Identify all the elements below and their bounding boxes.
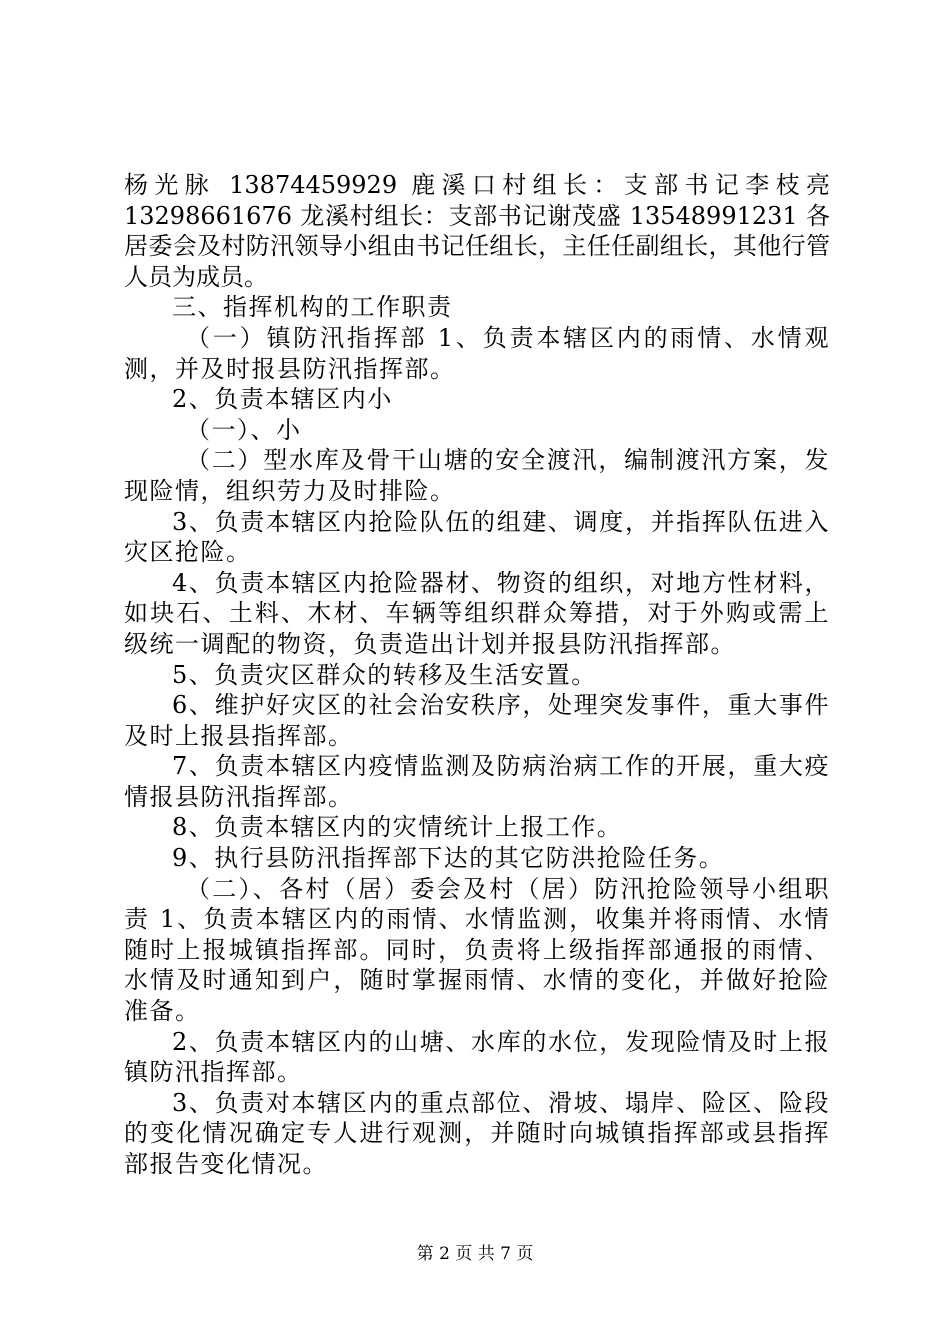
- paragraph-town-hq-9: 9、执行县防汛指挥部下达的其它防洪抢险任务。: [172, 844, 725, 873]
- paragraph-town-hq-2: 2、负责本辖区内小: [172, 385, 393, 414]
- paragraph-town-hq-4: 4、负责本辖区内抢险器材、物资的组织，对地方性材料，如块石、土料、木材、车辆等组织群众筹措，对于外购或需上级统一调配的物资，负责造出计划并报县防汛指挥部。: [124, 568, 830, 658]
- paragraph-village-group-3: 3、负责对本辖区内的重点部位、滑坡、塌岸、险区、险段的变化情况确定专人进行观测，并随时向城镇指挥部或县指挥部报告变化情况。: [124, 1088, 830, 1178]
- paragraph-town-hq-6: 6、维护好灾区的社会治安秩序，处理突发事件，重大事件及时上报县指挥部。: [124, 691, 830, 750]
- paragraph-sub-2: （二）型水库及骨干山塘的安全渡汛，编制渡汛方案，发现险情，组织劳力及时排险。: [124, 446, 830, 505]
- paragraph-town-hq-8: 8、负责本辖区内的灾情统计上报工作。: [172, 813, 623, 842]
- paragraph-town-hq-5: 5、负责灾区群众的转移及生活安置。: [172, 660, 597, 689]
- paragraph-town-hq-3: 3、负责本辖区内抢险队伍的组建、调度，并指挥队伍进入灾区抢险。: [124, 507, 830, 567]
- page-number-footer: 第 2 页 共 7 页: [416, 1244, 534, 1264]
- paragraph-town-hq-7: 7、负责本辖区内疫情监测及防病治病工作的开展，重大疫情报县防汛指挥部。: [124, 752, 830, 811]
- paragraph-town-hq-1: （一）镇防汛指挥部 1、负责本辖区内的雨情、水情观测，并及时报县防汛指挥部。: [124, 323, 830, 383]
- document-body: [124, 170, 830, 1180]
- paragraph-village-group-1: （二）、各村（居）委会及村（居）防汛抢险领导小组职责 1、负责本辖区内的雨情、水情监测，收集并将雨情、水情随时上报城镇指挥部。同时，负责将上级指挥部通报的雨情、水情及时通知到户，随时掌握雨情、水情的变化，并做好抢险准备。: [124, 874, 830, 1026]
- paragraph-leaders: 杨光脉 13874459929 鹿溪口村组长：支部书记李枝亮 13298661676 龙溪村组长：支部书记谢茂盛 13548991231 各居委会及村防汛领导小组由书记任组长，主任任副组长，其他行管人员为成员。: [124, 171, 830, 291]
- paragraph-sub-1: （一）、小: [186, 415, 302, 444]
- section-heading-duties: 三、指挥机构的工作职责: [172, 293, 453, 322]
- paragraph-village-group-2: 2、负责本辖区内的山塘、水库的水位，发现险情及时上报镇防汛指挥部。: [124, 1027, 830, 1087]
